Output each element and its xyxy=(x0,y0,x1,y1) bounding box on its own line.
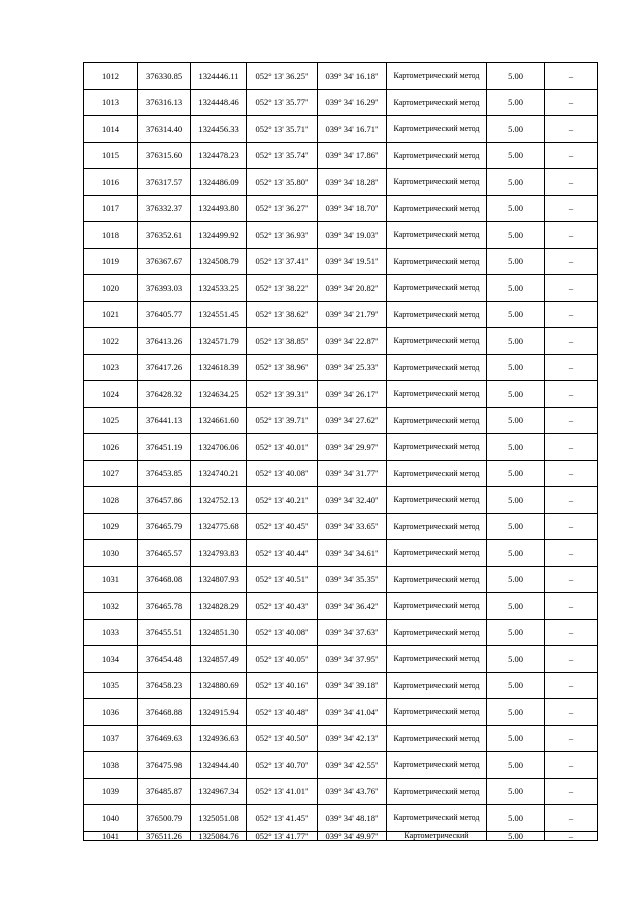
point-number-cell: 1020 xyxy=(84,275,138,302)
point-number-cell: 1014 xyxy=(84,116,138,143)
point-number-cell: 1029 xyxy=(84,513,138,540)
method-cell: Картометрический метод xyxy=(387,778,487,805)
point-number-cell: 1015 xyxy=(84,142,138,169)
note-cell: – xyxy=(545,699,598,726)
table-row xyxy=(84,142,598,169)
y-coordinate-cell: 1324456.33 xyxy=(191,116,247,143)
x-coordinate-cell: 376428.32 xyxy=(138,381,191,408)
table-row xyxy=(84,275,598,302)
x-coordinate-cell: 376469.63 xyxy=(138,725,191,752)
table-row xyxy=(84,407,598,434)
table-row xyxy=(84,672,598,699)
point-number-cell: 1035 xyxy=(84,672,138,699)
accuracy-cell: 5.00 xyxy=(487,540,545,567)
y-coordinate-cell: 1324706.06 xyxy=(191,434,247,461)
coordinates-table xyxy=(83,62,598,841)
y-coordinate-cell: 1324478.23 xyxy=(191,142,247,169)
table-row xyxy=(84,169,598,196)
longitude-cell: 039° 34' 42.55" xyxy=(318,752,387,779)
y-coordinate-cell: 1325051.08 xyxy=(191,805,247,832)
point-number-cell: 1028 xyxy=(84,487,138,514)
latitude-cell: 052° 13' 36.27" xyxy=(247,195,318,222)
table-row xyxy=(84,460,598,487)
longitude-cell: 039° 34' 37.63" xyxy=(318,619,387,646)
latitude-cell: 052° 13' 38.96" xyxy=(247,354,318,381)
method-cell: Картометрический метод xyxy=(387,328,487,355)
table-row xyxy=(84,487,598,514)
longitude-cell: 039° 34' 41.04" xyxy=(318,699,387,726)
x-coordinate-cell: 376316.13 xyxy=(138,89,191,116)
y-coordinate-cell: 1324851.30 xyxy=(191,619,247,646)
note-cell: – xyxy=(545,540,598,567)
method-cell: Картометрический метод xyxy=(387,63,487,90)
x-coordinate-cell: 376465.57 xyxy=(138,540,191,567)
method-cell: Картометрический метод xyxy=(387,725,487,752)
longitude-cell: 039° 34' 19.03" xyxy=(318,222,387,249)
accuracy-cell: 5.00 xyxy=(487,725,545,752)
point-number-cell: 1013 xyxy=(84,89,138,116)
longitude-cell: 039° 34' 17.86" xyxy=(318,142,387,169)
method-cell: Картометрический метод xyxy=(387,407,487,434)
note-cell: – xyxy=(545,407,598,434)
longitude-cell: 039° 34' 31.77" xyxy=(318,460,387,487)
method-cell: Картометрический метод xyxy=(387,752,487,779)
note-cell: – xyxy=(545,169,598,196)
longitude-cell: 039° 34' 16.18" xyxy=(318,63,387,90)
point-number-cell: 1021 xyxy=(84,301,138,328)
latitude-cell: 052° 13' 40.48" xyxy=(247,699,318,726)
longitude-cell: 039° 34' 26.17" xyxy=(318,381,387,408)
y-coordinate-cell: 1324493.80 xyxy=(191,195,247,222)
method-cell: Картометрический метод xyxy=(387,434,487,461)
method-cell: Картометрический метод xyxy=(387,381,487,408)
longitude-cell: 039° 34' 34.61" xyxy=(318,540,387,567)
longitude-cell: 039° 34' 49.97" xyxy=(318,831,387,840)
longitude-cell: 039° 34' 33.65" xyxy=(318,513,387,540)
x-coordinate-cell: 376511.26 xyxy=(138,831,191,840)
latitude-cell: 052° 13' 36.25" xyxy=(247,63,318,90)
y-coordinate-cell: 1324944.40 xyxy=(191,752,247,779)
accuracy-cell: 5.00 xyxy=(487,434,545,461)
note-cell: – xyxy=(545,63,598,90)
point-number-cell: 1023 xyxy=(84,354,138,381)
point-number-cell: 1012 xyxy=(84,63,138,90)
accuracy-cell: 5.00 xyxy=(487,831,545,840)
longitude-cell: 039° 34' 18.28" xyxy=(318,169,387,196)
note-cell: – xyxy=(545,354,598,381)
y-coordinate-cell: 1324775.68 xyxy=(191,513,247,540)
latitude-cell: 052° 13' 41.77" xyxy=(247,831,318,840)
accuracy-cell: 5.00 xyxy=(487,619,545,646)
accuracy-cell: 5.00 xyxy=(487,116,545,143)
note-cell: – xyxy=(545,619,598,646)
point-number-cell: 1019 xyxy=(84,248,138,275)
method-cell: Картометрический метод xyxy=(387,672,487,699)
latitude-cell: 052° 13' 40.44" xyxy=(247,540,318,567)
table-row xyxy=(84,63,598,90)
table-row xyxy=(84,566,598,593)
y-coordinate-cell: 1324446.11 xyxy=(191,63,247,90)
latitude-cell: 052° 13' 38.22" xyxy=(247,275,318,302)
x-coordinate-cell: 376367.67 xyxy=(138,248,191,275)
method-cell: Картометрический метод xyxy=(387,540,487,567)
method-cell: Картометрический метод xyxy=(387,646,487,673)
x-coordinate-cell: 376485.87 xyxy=(138,778,191,805)
point-number-cell: 1026 xyxy=(84,434,138,461)
note-cell: – xyxy=(545,725,598,752)
y-coordinate-cell: 1324752.13 xyxy=(191,487,247,514)
table-row xyxy=(84,513,598,540)
method-cell: Картометрический метод xyxy=(387,116,487,143)
y-coordinate-cell: 1324740.21 xyxy=(191,460,247,487)
latitude-cell: 052° 13' 40.01" xyxy=(247,434,318,461)
latitude-cell: 052° 13' 41.45" xyxy=(247,805,318,832)
longitude-cell: 039° 34' 36.42" xyxy=(318,593,387,620)
x-coordinate-cell: 376330.85 xyxy=(138,63,191,90)
x-coordinate-cell: 376458.23 xyxy=(138,672,191,699)
x-coordinate-cell: 376454.48 xyxy=(138,646,191,673)
note-cell: – xyxy=(545,142,598,169)
latitude-cell: 052° 13' 40.45" xyxy=(247,513,318,540)
method-cell: Картометрический метод xyxy=(387,460,487,487)
table-row xyxy=(84,434,598,461)
method-cell: Картометрический метод xyxy=(387,805,487,832)
y-coordinate-cell: 1324915.94 xyxy=(191,699,247,726)
point-number-cell: 1024 xyxy=(84,381,138,408)
note-cell: – xyxy=(545,672,598,699)
method-cell: Картометрический метод xyxy=(387,513,487,540)
latitude-cell: 052° 13' 38.62" xyxy=(247,301,318,328)
latitude-cell: 052° 13' 40.70" xyxy=(247,752,318,779)
y-coordinate-cell: 1324857.49 xyxy=(191,646,247,673)
x-coordinate-cell: 376315.60 xyxy=(138,142,191,169)
accuracy-cell: 5.00 xyxy=(487,248,545,275)
longitude-cell: 039° 34' 22.87" xyxy=(318,328,387,355)
method-cell: Картометрический метод xyxy=(387,142,487,169)
x-coordinate-cell: 376475.98 xyxy=(138,752,191,779)
y-coordinate-cell: 1324618.39 xyxy=(191,354,247,381)
y-coordinate-cell: 1324533.25 xyxy=(191,275,247,302)
latitude-cell: 052° 13' 39.71" xyxy=(247,407,318,434)
point-number-cell: 1022 xyxy=(84,328,138,355)
latitude-cell: 052° 13' 39.31" xyxy=(247,381,318,408)
latitude-cell: 052° 13' 41.01" xyxy=(247,778,318,805)
x-coordinate-cell: 376451.19 xyxy=(138,434,191,461)
note-cell: – xyxy=(545,275,598,302)
x-coordinate-cell: 376332.37 xyxy=(138,195,191,222)
latitude-cell: 052° 13' 40.05" xyxy=(247,646,318,673)
table-row xyxy=(84,593,598,620)
y-coordinate-cell: 1324807.93 xyxy=(191,566,247,593)
note-cell: – xyxy=(545,513,598,540)
longitude-cell: 039° 34' 16.71" xyxy=(318,116,387,143)
method-cell: Картометрический метод xyxy=(387,89,487,116)
note-cell: – xyxy=(545,195,598,222)
longitude-cell: 039° 34' 27.62" xyxy=(318,407,387,434)
longitude-cell: 039° 34' 48.18" xyxy=(318,805,387,832)
table-row xyxy=(84,116,598,143)
table-row xyxy=(84,619,598,646)
table-row xyxy=(84,646,598,673)
accuracy-cell: 5.00 xyxy=(487,142,545,169)
latitude-cell: 052° 13' 35.71" xyxy=(247,116,318,143)
note-cell: – xyxy=(545,752,598,779)
accuracy-cell: 5.00 xyxy=(487,195,545,222)
table-row xyxy=(84,805,598,832)
accuracy-cell: 5.00 xyxy=(487,566,545,593)
table-row xyxy=(84,778,598,805)
point-number-cell: 1037 xyxy=(84,725,138,752)
longitude-cell: 039° 34' 32.40" xyxy=(318,487,387,514)
note-cell: – xyxy=(545,593,598,620)
longitude-cell: 039° 34' 39.18" xyxy=(318,672,387,699)
x-coordinate-cell: 376457.86 xyxy=(138,487,191,514)
accuracy-cell: 5.00 xyxy=(487,487,545,514)
accuracy-cell: 5.00 xyxy=(487,275,545,302)
method-cell: Картометрический метод xyxy=(387,619,487,646)
point-number-cell: 1017 xyxy=(84,195,138,222)
method-cell: Картометрический метод xyxy=(387,248,487,275)
point-number-cell: 1034 xyxy=(84,646,138,673)
x-coordinate-cell: 376455.51 xyxy=(138,619,191,646)
table-row xyxy=(84,354,598,381)
note-cell: – xyxy=(545,487,598,514)
method-cell: Картометрический метод xyxy=(387,222,487,249)
table-row xyxy=(84,540,598,567)
longitude-cell: 039° 34' 16.29" xyxy=(318,89,387,116)
point-number-cell: 1041 xyxy=(84,831,138,840)
x-coordinate-cell: 376468.88 xyxy=(138,699,191,726)
x-coordinate-cell: 376465.78 xyxy=(138,593,191,620)
longitude-cell: 039° 34' 35.35" xyxy=(318,566,387,593)
accuracy-cell: 5.00 xyxy=(487,354,545,381)
longitude-cell: 039° 34' 29.97" xyxy=(318,434,387,461)
table-body xyxy=(84,63,598,841)
x-coordinate-cell: 376405.77 xyxy=(138,301,191,328)
y-coordinate-cell: 1324551.45 xyxy=(191,301,247,328)
accuracy-cell: 5.00 xyxy=(487,513,545,540)
x-coordinate-cell: 376468.08 xyxy=(138,566,191,593)
y-coordinate-cell: 1324571.79 xyxy=(191,328,247,355)
accuracy-cell: 5.00 xyxy=(487,646,545,673)
y-coordinate-cell: 1324634.25 xyxy=(191,381,247,408)
accuracy-cell: 5.00 xyxy=(487,699,545,726)
accuracy-cell: 5.00 xyxy=(487,381,545,408)
accuracy-cell: 5.00 xyxy=(487,89,545,116)
y-coordinate-cell: 1324499.92 xyxy=(191,222,247,249)
accuracy-cell: 5.00 xyxy=(487,328,545,355)
latitude-cell: 052° 13' 40.08" xyxy=(247,460,318,487)
longitude-cell: 039° 34' 43.76" xyxy=(318,778,387,805)
x-coordinate-cell: 376500.79 xyxy=(138,805,191,832)
table-row xyxy=(84,89,598,116)
accuracy-cell: 5.00 xyxy=(487,407,545,434)
table-row xyxy=(84,195,598,222)
x-coordinate-cell: 376465.79 xyxy=(138,513,191,540)
note-cell: – xyxy=(545,434,598,461)
y-coordinate-cell: 1324936.63 xyxy=(191,725,247,752)
longitude-cell: 039° 34' 25.33" xyxy=(318,354,387,381)
point-number-cell: 1038 xyxy=(84,752,138,779)
table-row xyxy=(84,752,598,779)
point-number-cell: 1031 xyxy=(84,566,138,593)
point-number-cell: 1033 xyxy=(84,619,138,646)
accuracy-cell: 5.00 xyxy=(487,460,545,487)
y-coordinate-cell: 1324967.34 xyxy=(191,778,247,805)
latitude-cell: 052° 13' 40.16" xyxy=(247,672,318,699)
accuracy-cell: 5.00 xyxy=(487,752,545,779)
latitude-cell: 052° 13' 35.77" xyxy=(247,89,318,116)
table-row xyxy=(84,328,598,355)
x-coordinate-cell: 376441.13 xyxy=(138,407,191,434)
method-cell: Картометрический метод xyxy=(387,699,487,726)
note-cell: – xyxy=(545,89,598,116)
note-cell: – xyxy=(545,460,598,487)
point-number-cell: 1040 xyxy=(84,805,138,832)
latitude-cell: 052° 13' 38.85" xyxy=(247,328,318,355)
x-coordinate-cell: 376393.03 xyxy=(138,275,191,302)
note-cell: – xyxy=(545,222,598,249)
y-coordinate-cell: 1324828.29 xyxy=(191,593,247,620)
table-row xyxy=(84,831,598,840)
note-cell: – xyxy=(545,116,598,143)
accuracy-cell: 5.00 xyxy=(487,672,545,699)
latitude-cell: 052° 13' 40.21" xyxy=(247,487,318,514)
method-cell: Картометрический метод xyxy=(387,354,487,381)
note-cell: – xyxy=(545,248,598,275)
note-cell: – xyxy=(545,831,598,840)
point-number-cell: 1025 xyxy=(84,407,138,434)
x-coordinate-cell: 376317.57 xyxy=(138,169,191,196)
table-row xyxy=(84,725,598,752)
latitude-cell: 052° 13' 35.80" xyxy=(247,169,318,196)
accuracy-cell: 5.00 xyxy=(487,593,545,620)
note-cell: – xyxy=(545,566,598,593)
method-cell: Картометрический метод xyxy=(387,487,487,514)
table-row xyxy=(84,301,598,328)
note-cell: – xyxy=(545,381,598,408)
latitude-cell: 052° 13' 35.74" xyxy=(247,142,318,169)
table-row xyxy=(84,248,598,275)
note-cell: – xyxy=(545,301,598,328)
latitude-cell: 052° 13' 40.08" xyxy=(247,619,318,646)
point-number-cell: 1032 xyxy=(84,593,138,620)
method-cell: Картометрический метод xyxy=(387,195,487,222)
longitude-cell: 039° 34' 21.79" xyxy=(318,301,387,328)
latitude-cell: 052° 13' 37.41" xyxy=(247,248,318,275)
x-coordinate-cell: 376413.26 xyxy=(138,328,191,355)
accuracy-cell: 5.00 xyxy=(487,301,545,328)
latitude-cell: 052° 13' 40.50" xyxy=(247,725,318,752)
longitude-cell: 039° 34' 19.51" xyxy=(318,248,387,275)
x-coordinate-cell: 376453.85 xyxy=(138,460,191,487)
method-cell: Картометрический метод xyxy=(387,593,487,620)
latitude-cell: 052° 13' 40.51" xyxy=(247,566,318,593)
method-cell: Картометрический метод xyxy=(387,301,487,328)
method-cell: Картометрический xyxy=(387,831,487,840)
y-coordinate-cell: 1324486.09 xyxy=(191,169,247,196)
accuracy-cell: 5.00 xyxy=(487,63,545,90)
y-coordinate-cell: 1324880.69 xyxy=(191,672,247,699)
note-cell: – xyxy=(545,646,598,673)
method-cell: Картометрический метод xyxy=(387,566,487,593)
x-coordinate-cell: 376352.61 xyxy=(138,222,191,249)
y-coordinate-cell: 1324508.79 xyxy=(191,248,247,275)
y-coordinate-cell: 1325084.76 xyxy=(191,831,247,840)
table-row xyxy=(84,699,598,726)
longitude-cell: 039° 34' 20.82" xyxy=(318,275,387,302)
y-coordinate-cell: 1324793.83 xyxy=(191,540,247,567)
accuracy-cell: 5.00 xyxy=(487,805,545,832)
point-number-cell: 1018 xyxy=(84,222,138,249)
longitude-cell: 039° 34' 37.95" xyxy=(318,646,387,673)
accuracy-cell: 5.00 xyxy=(487,169,545,196)
note-cell: – xyxy=(545,778,598,805)
table-row xyxy=(84,222,598,249)
method-cell: Картометрический метод xyxy=(387,169,487,196)
x-coordinate-cell: 376314.40 xyxy=(138,116,191,143)
y-coordinate-cell: 1324661.60 xyxy=(191,407,247,434)
x-coordinate-cell: 376417.26 xyxy=(138,354,191,381)
accuracy-cell: 5.00 xyxy=(487,222,545,249)
point-number-cell: 1036 xyxy=(84,699,138,726)
table-row xyxy=(84,381,598,408)
point-number-cell: 1030 xyxy=(84,540,138,567)
longitude-cell: 039° 34' 42.13" xyxy=(318,725,387,752)
point-number-cell: 1039 xyxy=(84,778,138,805)
accuracy-cell: 5.00 xyxy=(487,778,545,805)
method-cell: Картометрический метод xyxy=(387,275,487,302)
y-coordinate-cell: 1324448.46 xyxy=(191,89,247,116)
latitude-cell: 052° 13' 40.43" xyxy=(247,593,318,620)
longitude-cell: 039° 34' 18.70" xyxy=(318,195,387,222)
note-cell: – xyxy=(545,805,598,832)
note-cell: – xyxy=(545,328,598,355)
point-number-cell: 1027 xyxy=(84,460,138,487)
latitude-cell: 052° 13' 36.93" xyxy=(247,222,318,249)
point-number-cell: 1016 xyxy=(84,169,138,196)
